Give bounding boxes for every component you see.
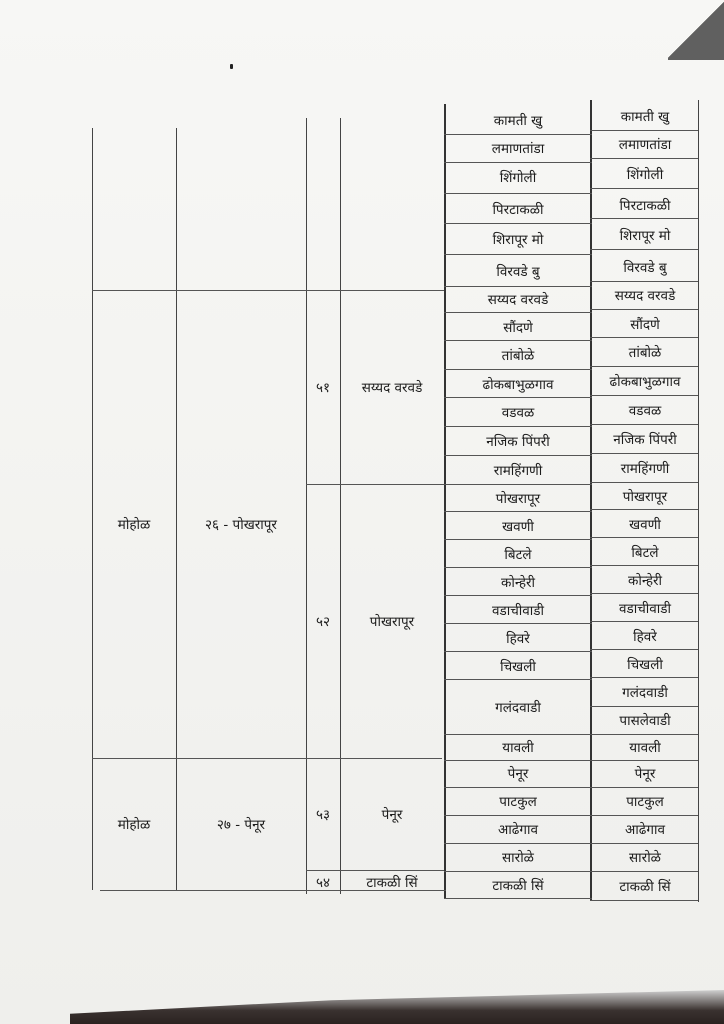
village-cell-2: पोखरापूर xyxy=(622,489,668,505)
village-cell: सय्यद वरवडे xyxy=(487,292,549,308)
village-cell-2: विरवडे बु xyxy=(623,260,667,276)
village-cell-2: सारोळे xyxy=(629,850,661,866)
village-cell: शिंगोली xyxy=(499,170,537,186)
village-cell: गलंदवाडी xyxy=(495,700,541,716)
village-cell-2: खवणी xyxy=(629,517,661,533)
gan-name: टाकळी सिं xyxy=(366,875,418,891)
row-border xyxy=(590,188,698,189)
village-cell: ढोकबाभुळगाव xyxy=(482,377,554,393)
village-cell-2: वडाचीवाडी xyxy=(618,601,671,617)
village-cell: विरवडे बु xyxy=(496,264,540,280)
village-cell-2: कोन्हेरी xyxy=(627,573,663,589)
village-cell: बिटले xyxy=(504,547,532,563)
village-cell-2: ढोकबाभुळगाव xyxy=(609,374,681,390)
row-border xyxy=(590,900,698,901)
village-cell: खवणी xyxy=(502,519,534,535)
village-cell-3: पासलेवाडी xyxy=(619,713,671,729)
gan-number: ५४ xyxy=(315,875,331,891)
village-cell: सारोळे xyxy=(502,850,534,866)
village-cell: तांबोळे xyxy=(501,348,535,364)
taluka-cell: मोहोळ xyxy=(117,817,151,833)
row-border xyxy=(590,158,698,159)
village-cell-2: लमाणतांडा xyxy=(618,137,672,153)
taluka-cell: मोहोळ xyxy=(117,517,151,533)
village-cell: सौंदणे xyxy=(503,320,533,336)
village-cell-2: सय्यद वरवडे xyxy=(614,288,676,304)
village-cell-2: पाटकुल xyxy=(626,794,664,810)
village-cell-2: यावली xyxy=(629,740,661,756)
village-cell: पेनूर xyxy=(507,766,529,782)
village-cell-2: कामती खु xyxy=(620,109,670,125)
village-cell: टाकळी सिं xyxy=(492,878,544,894)
village-cell: पिरटाकळी xyxy=(492,202,544,218)
village-cell: शिरापूर मो xyxy=(492,232,544,248)
village-cell: रामहिंगणी xyxy=(493,463,543,479)
village-cell: पोखरापूर xyxy=(495,491,541,507)
village-cell: कोन्हेरी xyxy=(500,575,536,591)
village-cell-2: चिखली xyxy=(627,657,663,673)
village-cell: नजिक पिंपरी xyxy=(486,434,550,450)
village-cell-2: शिरापूर मो xyxy=(619,228,671,244)
village-cell-2: तांबोळे xyxy=(628,345,662,361)
village-cell: पाटकुल xyxy=(499,794,537,810)
col-border xyxy=(698,100,699,902)
gan-name: पेनूर xyxy=(381,807,403,823)
village-cell-2: बिटले xyxy=(631,545,659,561)
gan-number: ५१ xyxy=(315,380,331,396)
village-cell: चिखली xyxy=(500,659,536,675)
village-cell-2: रामहिंगणी xyxy=(620,461,670,477)
row-border xyxy=(444,898,592,899)
village-cell-2: आढेगाव xyxy=(624,822,665,838)
group-cell: २६ - पोखरापूर xyxy=(205,517,277,533)
village-cell-2: सौंदणे xyxy=(630,317,660,333)
village-cell: वडाचीवाडी xyxy=(491,603,544,619)
gan-name: पोखरापूर xyxy=(369,614,415,630)
village-cell-2: टाकळी सिं xyxy=(619,879,671,895)
group-cell: २७ - पेनूर xyxy=(216,817,266,833)
village-cell-2: नजिक पिंपरी xyxy=(613,432,677,448)
village-cell: कामती खु xyxy=(493,113,543,129)
village-cell-2: पिरटाकळी xyxy=(619,198,671,214)
village-cell-2: हिवरे xyxy=(633,629,657,645)
village-cell: आढेगाव xyxy=(497,822,538,838)
village-cell: लमाणतांडा xyxy=(491,141,545,157)
village-cell: यावली xyxy=(502,740,534,756)
village-cell-2: शिंगोली xyxy=(626,167,664,183)
village-cell: हिवरे xyxy=(506,631,530,647)
gan-name: सय्यद वरवडे xyxy=(361,380,423,396)
village-cell: वडवळ xyxy=(501,405,535,421)
village-cell-2: वडवळ xyxy=(628,403,662,419)
village-cell-2: पेनूर xyxy=(634,766,656,782)
gan-number: ५३ xyxy=(315,807,331,823)
village-cell-2: गलंदवाडी xyxy=(622,685,668,701)
gan-number: ५२ xyxy=(315,614,331,630)
